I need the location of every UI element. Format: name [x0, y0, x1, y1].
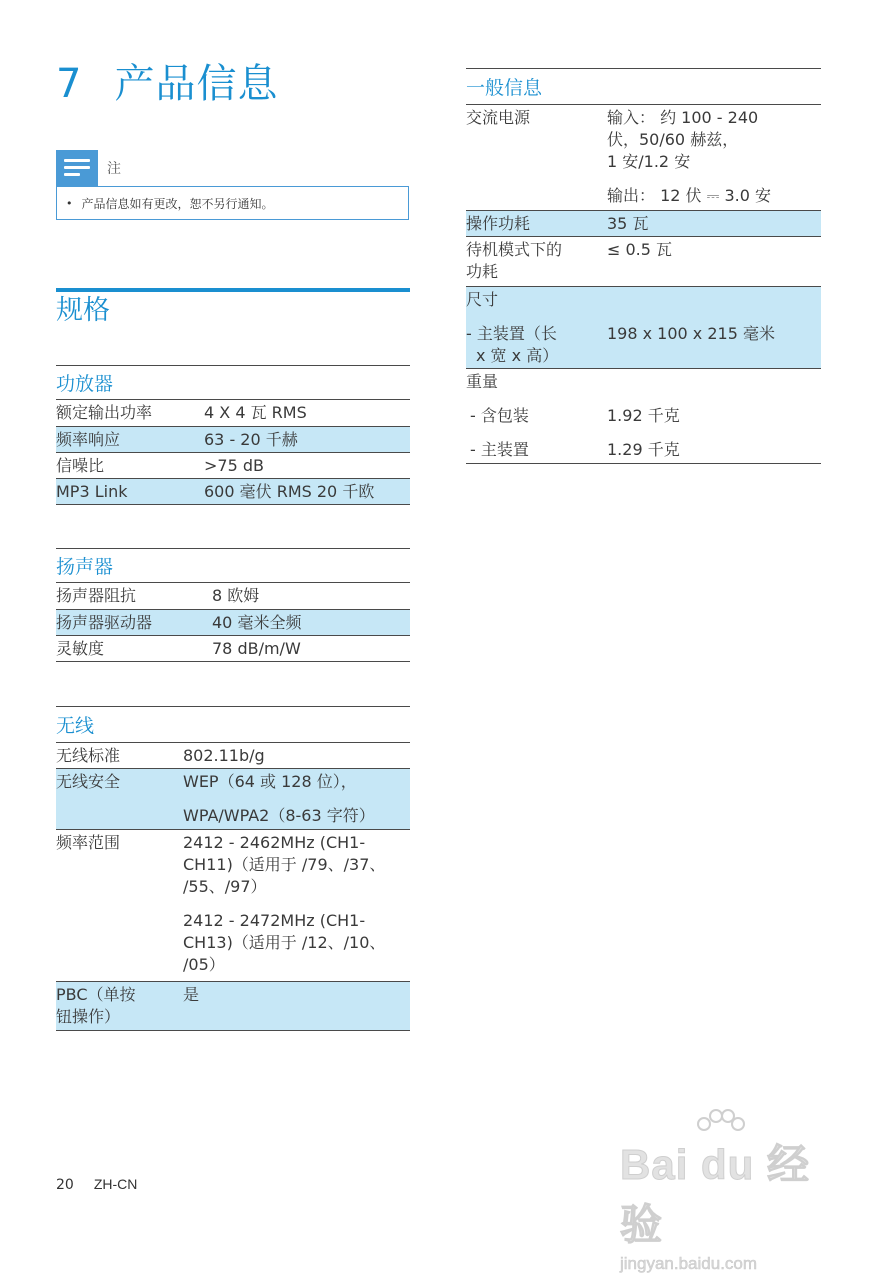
note-box — [56, 186, 409, 220]
table-row — [56, 400, 410, 427]
text-line: /55、/97） — [183, 877, 267, 896]
security-value-1: WEP（64 或 128 位）， — [183, 772, 357, 791]
dimensions-sub-row — [466, 323, 821, 367]
frequency-value-2 — [183, 910, 410, 976]
row-label: 无线标准 — [56, 745, 121, 765]
row-label: MP3 Link — [56, 481, 128, 501]
row-value — [183, 771, 410, 829]
text-line: - 主装置（长 — [466, 324, 557, 343]
text-line: PBC（单按 — [56, 985, 136, 1004]
row-label: 重量 — [466, 372, 499, 391]
row-value: >75 dB — [204, 455, 264, 475]
row-value: 1.92 千克 — [607, 406, 680, 425]
row-label: 扬声器阻抗 — [56, 586, 137, 605]
row-value: 1.29 千克 — [607, 440, 680, 459]
table-row — [466, 237, 821, 287]
row-value: 600 毫伏 RMS 20 千欧 — [204, 481, 375, 501]
security-value-2: WPA/WPA2（8-63 字符） — [183, 806, 375, 825]
row-label: - 主装置 — [470, 440, 529, 459]
text-line: 钮操作） — [56, 1007, 121, 1026]
general-title: 一般信息 — [466, 68, 821, 105]
weight-sub-row — [466, 405, 821, 427]
row-label: - 含包装 — [470, 406, 529, 425]
speaker-table — [56, 548, 410, 662]
row-value: 4 X 4 瓦 RMS — [204, 403, 307, 422]
general-table — [466, 68, 821, 464]
row-label: 无线安全 — [56, 772, 121, 791]
row-value: 63 - 20 千赫 — [204, 429, 298, 449]
row-value: 8 欧姆 — [212, 586, 260, 605]
row-label — [466, 239, 607, 286]
row-value — [607, 107, 821, 210]
text-line: CH13)（适用于 /12、/10、 — [183, 933, 386, 952]
note-bullet: • — [66, 196, 73, 210]
row-label: 操作功耗 — [466, 213, 531, 233]
table-row — [466, 287, 821, 369]
language-code: ZH-CN — [93, 1176, 138, 1192]
text-line: /05） — [183, 955, 225, 974]
row-label: 交流电源 — [466, 108, 531, 127]
table-row — [466, 105, 821, 211]
speaker-title: 扬声器 — [56, 548, 410, 583]
chapter-title — [56, 58, 278, 110]
row-label: 额定输出功率 — [56, 403, 153, 422]
section-title: 规格 — [56, 295, 110, 326]
table-row — [56, 769, 410, 830]
table-row — [466, 211, 821, 237]
row-label: 信噪比 — [56, 455, 105, 475]
text-line: CH11)（适用于 /79、/37、 — [183, 855, 386, 874]
table-row — [466, 369, 821, 464]
page-footer — [56, 1176, 137, 1193]
table-row — [56, 982, 410, 1031]
text-line: 伏，50/60 赫兹， — [607, 130, 739, 149]
note-header — [56, 150, 121, 186]
note-icon — [56, 150, 98, 186]
row-value: 198 x 100 x 215 毫米 — [607, 324, 775, 343]
row-value: 802.11b/g — [183, 745, 265, 765]
amplifier-table — [56, 365, 410, 505]
row-label: 尺寸 — [466, 290, 499, 309]
table-row — [56, 830, 410, 982]
table-row — [56, 427, 410, 453]
table-row — [56, 636, 410, 662]
row-label: 扬声器驱动器 — [56, 612, 153, 632]
page-number: 20 — [56, 1177, 74, 1193]
text-line: 2412 - 2472MHz (CH1- — [183, 911, 366, 930]
text-line: 2412 - 2462MHz (CH1- — [183, 833, 366, 852]
row-label: 频率范围 — [56, 833, 121, 852]
table-row — [56, 610, 410, 636]
wireless-table — [56, 706, 410, 1031]
text-line: 1 安/1.2 安 — [607, 152, 691, 171]
row-label: 频率响应 — [56, 429, 121, 449]
ac-output: 输出： 12 伏 ⎓ 3.0 安 — [607, 186, 772, 205]
row-value: 35 瓦 — [607, 213, 649, 233]
chapter-number: 7 — [56, 61, 83, 107]
row-value: 是 — [183, 985, 200, 1004]
row-value: 40 毫米全频 — [212, 612, 302, 632]
wireless-title: 无线 — [56, 706, 410, 743]
row-value: ≤ 0.5 瓦 — [607, 240, 673, 259]
text-line: 功耗 — [466, 262, 499, 281]
table-row — [56, 453, 410, 479]
row-label — [466, 323, 607, 367]
watermark-brand: Bai du 经验 — [620, 1141, 811, 1248]
text-line: x 宽 x 高） — [476, 346, 559, 365]
row-value: 78 dB/m/W — [212, 638, 301, 658]
baidu-watermark — [620, 1118, 825, 1273]
watermark-url: jingyan.baidu.com — [620, 1254, 758, 1273]
text-line: 输入： 约 100 - 240 — [607, 108, 759, 127]
amplifier-title: 功放器 — [56, 365, 410, 400]
note-label: 注 — [107, 161, 121, 177]
note-text: 产品信息如有更改，恕不另行通知。 — [81, 196, 274, 211]
table-row — [56, 743, 410, 769]
paw-icon — [692, 1108, 748, 1148]
text-line: 待机模式下的 — [466, 240, 563, 259]
table-row — [56, 583, 410, 610]
chapter-title-text: 产品信息 — [114, 61, 279, 107]
table-row — [56, 479, 410, 505]
section-rule — [56, 288, 410, 292]
row-label: 灵敏度 — [56, 638, 105, 658]
row-label — [56, 984, 183, 1030]
weight-sub-row — [466, 439, 821, 461]
row-value — [183, 832, 410, 981]
frequency-value-1 — [183, 832, 410, 898]
